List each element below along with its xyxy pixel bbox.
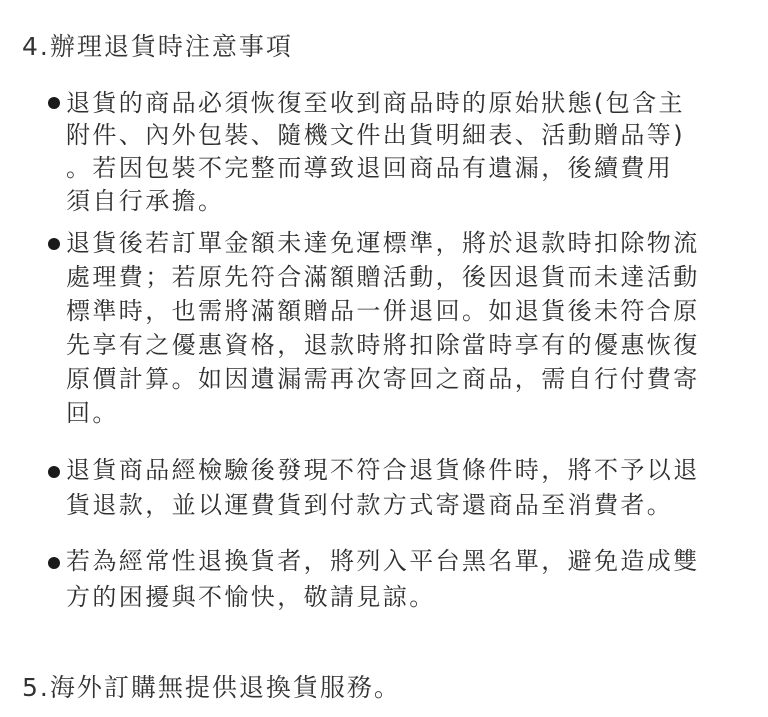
- list-item-line: 標準時，也需將滿額贈品一併退回。如退貨後未符合原: [66, 297, 700, 325]
- list-item-line: 回。: [66, 399, 119, 427]
- list-item-line: 處理費；若原先符合滿額贈活動，後因退貨而未達活動: [66, 263, 700, 291]
- list-item-line: 方的困擾與不愉快，敬請見諒。: [66, 583, 436, 611]
- list-item-line: 須自行承擔。: [66, 187, 225, 215]
- bullet-dot-icon: [48, 466, 60, 478]
- list-item-line: 先享有之優惠資格，退款時將扣除當時享有的優惠恢復: [66, 331, 700, 359]
- list-item-line: 退貨的商品必須恢復至收到商品時的原始狀態(包含主: [66, 89, 685, 117]
- section-heading-4: 4.辦理退貨時注意事項: [22, 32, 293, 61]
- list-item-line: 貨退款，並以運費貨到付款方式寄還商品至消費者。: [66, 491, 674, 519]
- list-item-line: 退貨商品經檢驗後發現不符合退貨條件時，將不予以退: [66, 456, 700, 484]
- list-item-line: 附件、內外包裝、隨機文件出貨明細表、活動贈品等): [66, 121, 685, 149]
- list-item-line: 退貨後若訂單金額未達免運標準，將於退款時扣除物流: [66, 229, 700, 257]
- bullet-dot-icon: [48, 238, 60, 250]
- section-heading-5: 5.海外訂購無提供退換貨服務。: [22, 673, 401, 702]
- bullet-dot-icon: [48, 97, 60, 109]
- bullet-dot-icon: [48, 557, 60, 569]
- list-item-line: 若為經常性退換貨者，將列入平台黑名單，避免造成雙: [66, 547, 700, 575]
- list-item-line: 。若因包裝不完整而導致退回商品有遺漏，後續費用: [66, 154, 674, 182]
- list-item-line: 原價計算。如因遺漏需再次寄回之商品，需自行付費寄: [66, 365, 700, 393]
